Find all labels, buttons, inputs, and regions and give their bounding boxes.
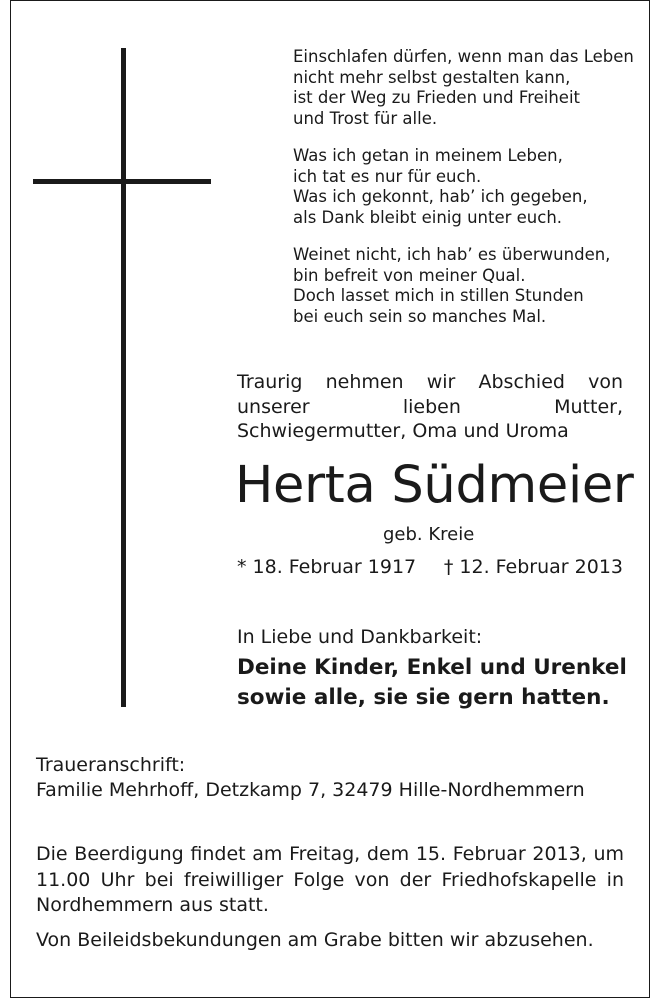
address-value: Familie Mehrhoff, Detzkamp 7, 32479 Hille-Nordhemmern — [36, 779, 585, 801]
poem-stanza-2 — [293, 146, 633, 228]
deceased-name: Herta Südmeier — [235, 456, 634, 515]
mourning-address — [36, 753, 626, 803]
poem-line: als Dank bleibt einig unter euch. — [293, 207, 563, 227]
poem-stanza-1 — [293, 47, 633, 129]
death-date: † 12. Februar 2013 — [443, 556, 623, 578]
mourners-line: sowie alle, sie sie gern hatten. — [237, 685, 610, 710]
poem-line: Was ich getan in meinem Leben, — [293, 146, 563, 165]
poem-line: Was ich gekonnt, hab’ ich gegeben, — [293, 187, 588, 206]
mourners-signature — [237, 653, 637, 713]
poem-line: nicht mehr selbst gestalten kann, — [293, 67, 571, 87]
poem-line: ist der Weg zu Frieden und Freiheit — [293, 88, 581, 107]
poem-line: ich tat es nur für euch. — [293, 166, 482, 186]
birth-date: * 18. Februar 1917 — [237, 556, 417, 578]
maiden-name: geb. Kreie — [383, 524, 475, 545]
poem-line: und Trost für alle. — [293, 108, 438, 128]
poem-line: Weinet nicht, ich hab’ es überwunden, — [293, 245, 611, 264]
poem-line: Einschlafen dürfen, wenn man das Leben — [293, 47, 634, 66]
poem-line: bin befreit von meiner Qual. — [293, 265, 526, 285]
announcement-intro: Traurig nehmen wir Abschied von unserer lieben Mutter, Schwiegermutter, Oma und Uroma — [237, 371, 623, 442]
mourners-line: Deine Kinder, Enkel und Urenkel — [237, 655, 627, 680]
mourners-intro: In Liebe und Dankbarkeit: — [237, 626, 483, 648]
cross-vertical-bar — [121, 48, 126, 707]
condolence-note: Von Beileidsbekundungen am Grabe bitten wir abzusehen. — [36, 929, 594, 951]
life-dates — [237, 554, 623, 580]
poem-line: bei euch sein so manches Mal. — [293, 306, 547, 326]
poem — [293, 47, 633, 344]
poem-stanza-3 — [293, 245, 633, 327]
funeral-details: Die Beerdigung findet am Freitag, dem 15. Februar 2013, um 11.00 Uhr bei freiwilliger Folge von der Friedhofskapelle in Nordhemmern aus statt. — [36, 843, 624, 916]
cross-horizontal-bar — [33, 179, 211, 184]
poem-line: Doch lasset mich in stillen Stunden — [293, 286, 584, 305]
address-label: Traueranschrift: — [36, 754, 186, 776]
